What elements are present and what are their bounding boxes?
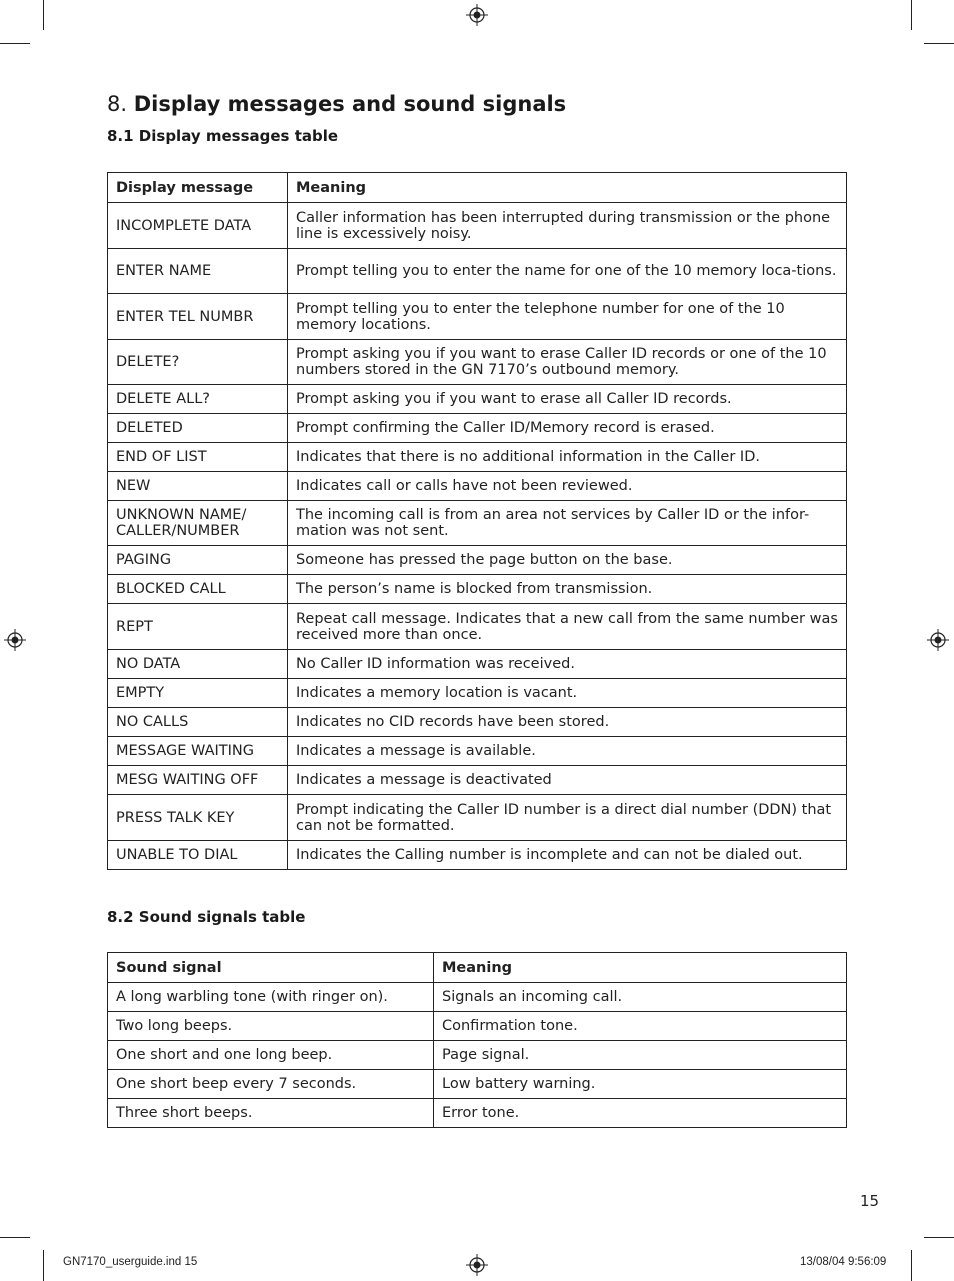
meaning-cell: Prompt indicating the Caller ID number is a direct dial number (DDN) that can not be formatted. [288,795,847,841]
page-heading [107,92,566,116]
meaning-cell: Confirmation tone. [434,1012,847,1041]
display-message-cell: NEW [108,472,288,501]
registration-mark-icon [466,4,488,26]
display-message-cell: MESG WAITING OFF [108,766,288,795]
table-row [108,766,847,795]
table-header-row [108,173,847,203]
display-message-cell: ENTER NAME [108,249,288,294]
table-row [108,414,847,443]
crop-mark [924,1237,954,1238]
table-row [108,983,847,1012]
display-message-cell: DELETED [108,414,288,443]
crop-mark [0,1237,30,1238]
display-message-cell: UNABLE TO DIAL [108,841,288,870]
heading-title: Display messages and sound signals [133,92,567,116]
table-row [108,472,847,501]
sound-signal-cell: One short and one long beep. [108,1041,434,1070]
display-message-cell: PRESS TALK KEY [108,795,288,841]
table-row [108,443,847,472]
table-row [108,795,847,841]
display-message-cell: MESSAGE WAITING [108,737,288,766]
sound-signal-cell: Two long beeps. [108,1012,434,1041]
meaning-cell: Indicates a memory location is vacant. [288,679,847,708]
meaning-cell: Prompt telling you to enter the name for one of the 10 memory loca-tions. [288,249,847,294]
table-row [108,708,847,737]
column-header: Meaning [288,173,847,203]
meaning-cell: Signals an incoming call. [434,983,847,1012]
display-message-cell: UNKNOWN NAME/ CALLER/NUMBER [108,501,288,546]
crop-mark [43,0,44,30]
sound-signal-cell: One short beep every 7 seconds. [108,1070,434,1099]
page-number: 15 [860,1192,880,1210]
registration-mark-icon [927,629,949,651]
display-message-cell: EMPTY [108,679,288,708]
table-row [108,1012,847,1041]
display-messages-table [107,172,847,870]
meaning-cell: Repeat call message. Indicates that a new call from the same number was received more than once. [288,604,847,650]
meaning-cell: Indicates that there is no additional information in the Caller ID. [288,443,847,472]
meaning-cell: Indicates a message is available. [288,737,847,766]
table-row [108,604,847,650]
footer-file-info: GN7170_userguide.ind 15 [63,1256,198,1268]
display-message-cell: NO CALLS [108,708,288,737]
meaning-cell: Prompt telling you to enter the telephone number for one of the 10 memory locations. [288,294,847,340]
meaning-cell: Indicates call or calls have not been reviewed. [288,472,847,501]
crop-mark [911,1250,912,1281]
display-message-cell: DELETE ALL? [108,385,288,414]
meaning-cell: No Caller ID information was received. [288,650,847,679]
meaning-cell: Someone has pressed the page button on the base. [288,546,847,575]
display-message-cell: BLOCKED CALL [108,575,288,604]
sound-signal-cell: A long warbling tone (with ringer on). [108,983,434,1012]
meaning-cell: Indicates a message is deactivated [288,766,847,795]
column-header: Sound signal [108,953,434,983]
meaning-cell: Low battery warning. [434,1070,847,1099]
table-row [108,679,847,708]
registration-mark-icon [4,629,26,651]
crop-mark [43,1250,44,1281]
meaning-cell: Indicates no CID records have been stored. [288,708,847,737]
section-title-sound-signals: 8.2 Sound signals table [107,908,306,926]
crop-mark [924,43,954,44]
display-message-cell: DELETE? [108,340,288,385]
table-row [108,1070,847,1099]
meaning-cell: Indicates the Calling number is incomplete and can not be dialed out. [288,841,847,870]
display-message-cell: ENTER TEL NUMBR [108,294,288,340]
meaning-cell: Page signal. [434,1041,847,1070]
sound-signal-cell: Three short beeps. [108,1099,434,1128]
table-row [108,294,847,340]
display-message-cell: END OF LIST [108,443,288,472]
meaning-cell: Error tone. [434,1099,847,1128]
table-row [108,249,847,294]
table-row [108,203,847,249]
column-header: Meaning [434,953,847,983]
table-row [108,1041,847,1070]
display-message-cell: INCOMPLETE DATA [108,203,288,249]
table-row [108,546,847,575]
table-row [108,1099,847,1128]
table-row [108,841,847,870]
table-row [108,737,847,766]
meaning-cell: The person’s name is blocked from transmission. [288,575,847,604]
column-header: Display message [108,173,288,203]
table-row [108,575,847,604]
registration-mark-icon [466,1254,488,1276]
display-message-cell: NO DATA [108,650,288,679]
table-row [108,650,847,679]
table-row [108,340,847,385]
table-row [108,385,847,414]
meaning-cell: Prompt confirming the Caller ID/Memory record is erased. [288,414,847,443]
crop-mark [0,43,30,44]
table-header-row [108,953,847,983]
sound-signals-table [107,952,847,1128]
meaning-cell: The incoming call is from an area not services by Caller ID or the infor-mation was not sent. [288,501,847,546]
crop-mark [911,0,912,30]
section-title-display-messages: 8.1 Display messages table [107,127,339,145]
meaning-cell: Prompt asking you if you want to erase Caller ID records or one of the 10 numbers stored in the GN 7170’s outbound memory. [288,340,847,385]
footer-timestamp: 13/08/04 9:56:09 [800,1256,887,1268]
meaning-cell: Caller information has been interrupted during transmission or the phone line is excessively noisy. [288,203,847,249]
display-message-cell: PAGING [108,546,288,575]
heading-number: 8. [107,92,128,116]
display-message-cell: REPT [108,604,288,650]
table-row [108,501,847,546]
meaning-cell: Prompt asking you if you want to erase all Caller ID records. [288,385,847,414]
